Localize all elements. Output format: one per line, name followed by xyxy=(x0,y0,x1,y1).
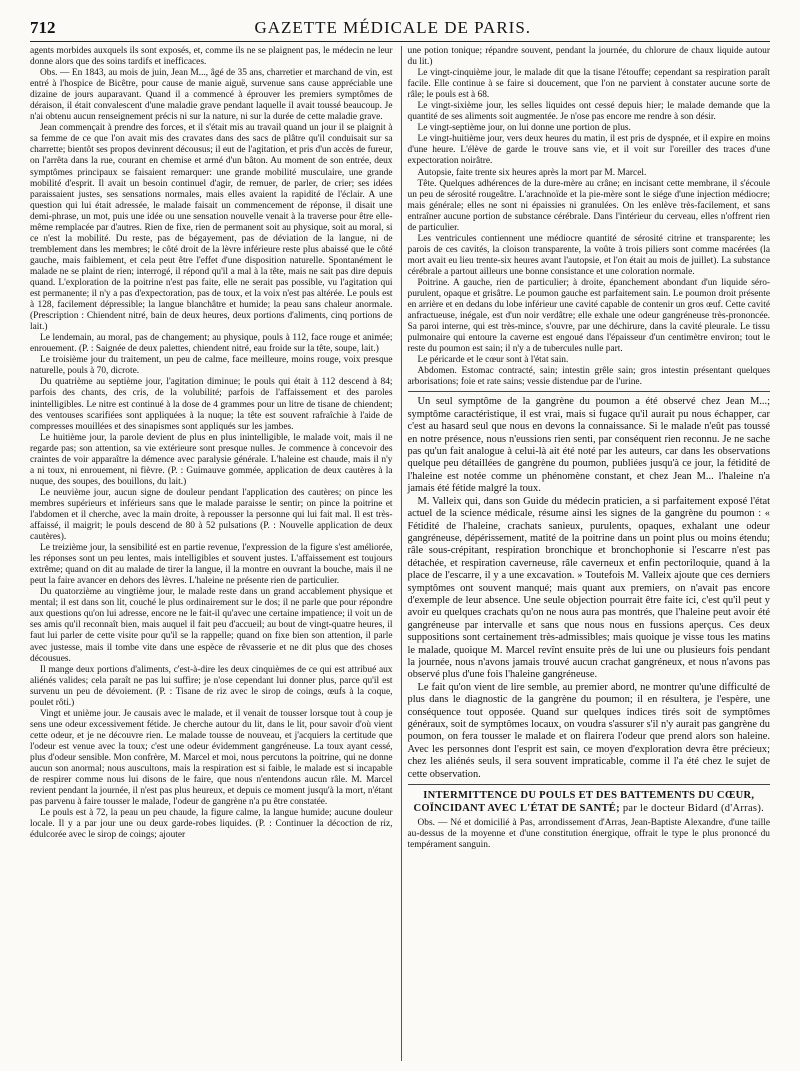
page-header xyxy=(30,18,770,42)
paragraph: Le pouls est à 72, la peau un peu chaude, la figure calme, la langue humide; aucune douleur locale. Il y a par jour une ou deux garde-robes liquides. (P. : Continuer la décoction de riz, édulcorée avec le sirop de coings; ajouter xyxy=(30,808,393,841)
paragraph: Poitrine. A gauche, rien de particulier; à droite, épanchement abondant d'un liquide séro-purulent, opaque et grisâtre. Le poumon gauche est parfaitement sain. Le poumon droit présente en arrière et en dedans du lobe inférieur une cavité capable de contenir un gros œuf. Cette cavité anfractueuse, inégale, est d'un noir verdâtre; elle exhale une odeur gangréneuse très-prononcée. Sa paroi interne, qui est très-mince, s'ouvre, par une déchirure, dans la cavité pleurale. Le tissu pulmonaire qui entoure la caverne est engoué dans l'épaisseur d'un centimètre environ; tout le reste du poumon est sain; il n'y a de tubercules nulle part. xyxy=(407,277,770,355)
paragraph: Du quatrième au septième jour, l'agitation diminue; le pouls qui était à 112 descend à 84; parfois des chants, des cris, de la volubilité; parfois de l'affaissement et des paroles inintelligibles. Le nitre est continué à la dose de 4 grammes pour un litre de tisane de chiendent; des ventouses scarifiées sont appliquées à la nuque; la tête est souvent rafraîchie à l'aide de compresses mouillées et des sinapismes sont appliqués sur les jambes. xyxy=(30,377,393,432)
paragraph: Le vingt-cinquième jour, le malade dit que la tisane l'étouffe; cependant sa respiration paraît facile. Elle continue à se faire si doucement, que l'on ne parvient à constater aucune sorte de râle; le pouls est à 68. xyxy=(407,68,770,101)
paragraph: Il mange deux portions d'aliments, c'est-à-dire les deux cinquièmes de ce qui est attribué aux aliénés valides; cela paraît ne pas lui suffire; je n'ose cependant lui donner plus, parce qu'il est survenu un peu de dévoiement. (P. : Tisane de riz avec le sirop de coings, œufs à la coque, poulet rôti.) xyxy=(30,664,393,708)
paragraph: Le troisième jour du traitement, un peu de calme, face meilleure, moins rouge, voix presque naturelle, pouls à 70, dicrote. xyxy=(30,355,393,377)
paragraph: Les ventricules contiennent une médiocre quantité de sérosité citrine et transparente; les parois de ces cavités, la cloison transparente, la voûte à trois piliers sont comme macérées (la mort avait eu lieu trente-six heures avant l'autopsie, et l'on était au mois de juillet). La substance cérébrale a partout ailleurs une bonne consistance et une coloration normale. xyxy=(407,233,770,277)
paragraph: Obs. — En 1843, au mois de juin, Jean M..., âgé de 35 ans, charretier et marchand de vin, est entré à l'hospice de Bicêtre, pour cause de manie aiguë, survenue sans cause appréciable une dizaine de jours auparavant. Quand il a commencé à éprouver les premiers symptômes de déraison, il était convalescent d'une maladie grave pendant laquelle il avait toussé beaucoup. Je n'ai obtenu aucun renseignement précis ni sur la nature, ni sur la durée de cette maladie grave. xyxy=(30,68,393,123)
columns xyxy=(30,46,770,1061)
autopsy-heading: Autopsie, faite trente six heures après la mort par M. Marcel. xyxy=(417,167,647,178)
paragraph: Du quatorzième au vingtième jour, le malade reste dans un grand accablement physique et mental; il est dans son lit, couché le plus ordinairement sur le dos; il ne parle que pour répondre aux questions qu'on lui adresse, encore ne le fait-il qu'avec une certaine impatience; il voit un de ses amis qu'il reconnaît bien, mais auquel il fait peu d'accueil; au bout de vingt-quatre heures, il faut lui parler de cette visite pour qu'il se la rappelle; quand on fixe bien son attention, il parle avec justesse, mais il tombe vite dans une espèce de rêvasserie et ne dit plus que des choses décousues. xyxy=(30,587,393,664)
paragraph: Le huitième jour, la parole devient de plus en plus inintelligible, le malade voit, mais il ne regarde pas; son attention, sa vie extérieure sont presque nulles. Je commence à concevoir des craintes de voir apparaître la démence avec paralysie générale. L'haleine est chaude, mais il n'y a ni toux, ni enrouement, ni fièvre. (P. : Guimauve gommée, application de deux cautères à la nuque, des soupes, des bouillons, du lait.) xyxy=(30,432,393,487)
section-title-text: INTERMITTENCE DU POULS ET DES BATTEMENTS DU CŒUR, COÏNCIDANT AVEC L'ÉTAT DE SANTÉ; xyxy=(413,790,755,815)
paragraph: Tête. Quelques adhérences de la dure-mère au crâne; en incisant cette membrane, il s'écoule un peu de sérosité rougeâtre. L'arachnoïde et la pie-mère sont le siége d'une injection médiocre; mais générale; elles ne sont ni épaissies ni granulées. On les enlève très-facilement, et sans entraîner aucune portion de substance cérébrale. Dans l'intérieur du cerveau, elles n'offrent rien de particulier. xyxy=(407,178,770,233)
divider xyxy=(408,784,771,785)
paragraph: Vingt et unième jour. Je causais avec le malade, et il venait de tousser lorsque tout à coup je sens une odeur excessivement fétide. Je cherche autour du lit, dans le lit, pour savoir d'où vient cette odeur, et je ne découvre rien. Le malade tousse de nouveau, et j'acquiers la certitude que l'odeur est venue avec la toux; c'est une odeur évidemment gangréneuse. La toux ayant cessé, plus d'odeur sensible. Mon confrère, M. Marcel et moi, nous percutons la poitrine, qui ne donne aucun son anormal; nous auscultons, mais la respiration est si faible, le malade est si incapable de respirer comme nous lui disons de le faire, que nous n'entendons aucun râle. M. Marcel revient pendant la journée, il n'est pas plus heureux, et depuis ce moment jusqu'à la mort, n'étant pas parvenu à faire tousser le malade, l'odeur de gangrène n'a pu être constatée. xyxy=(30,708,393,808)
page-number: 712 xyxy=(30,18,56,37)
paragraph: Le fait qu'on vient de lire semble, au premier abord, ne montrer qu'une difficulté de plus dans le diagnostic de la gangrène du poumon; il en résultera, je l'espère, une conséquence tout opposée. Quand sur quelques indices tirés soit de symptômes généraux, soit de symptômes locaux, on voudra s'assurer s'il n'y aurait pas gangrène du poumon, on fera tousser le malade et on flairera l'odeur que prend alors son haleine. Avec les personnes dont l'esprit est sain, ce moyen d'exploration devra être précieux; chez les aliénés seuls, il sera souvent impraticable, comme il l'a été chez le sujet de cette observation. xyxy=(407,681,770,780)
paragraph: Le péricarde et le cœur sont à l'état sain. xyxy=(417,355,569,366)
paragraph: M. Valleix qui, dans son Guide du médecin praticien, a si parfaitement exposé l'état actuel de la science médicale, résume ainsi les signes de la gangrène du poumon : « Fétidité de l'haleine, crachats sanieux, purulents, opaques, exhalant une odeur gangréneuse, dépérissement, matité de la poitrine dans un point plus ou moins étendu; râle sous-crépitant, respiration bronchique et bronchophonie si l'escarre n'est pas détachée, et respiration caverneuse, râle caverneux et enfin pectoriloquie, quand à la place de l'escarre, il y a une excavation. » Toutefois M. Valleix ajoute que ces derniers symptômes ont souvent manqué; mais quant aux premiers, on n'avait pas encore d'exemple de leur absence. Une seule objection pourrait être faite ici, c'est qu'il peut y avoir eu quelques crachats qu'on ne nous aura pas montrés, que l'haleine peut avoir été gangréneuse par intervalle et sans que nous nous en fussions aperçus. Ces deux suppositions sont certainement très-admissibles; mais quoique je visse tous les matins le malade, quoique M. Marcel revînt ensuite près de lui une ou plusieurs fois pendant la journée, nous n'avons jamais trouvé aucun crachat gangréneux, et nous n'avons pas observé plus d'une fois l'haleine gangréneuse. xyxy=(407,495,770,681)
left-column xyxy=(30,46,402,1061)
paragraph: Le vingt-septième jour, on lui donne une portion de plus. xyxy=(417,123,631,134)
section-author: par le docteur Bidard (d'Arras). xyxy=(622,803,765,815)
paragraph: Le neuvième jour, aucun signe de douleur pendant l'application des cautères; on pince les membres supérieurs et inférieurs sans que le malade paraisse le sentir; on pince la poitrine et l'abdomen et il cherche, avec la main droite, à repousser la personne qui lui fait mal. Il est très-affaissé, il maigrit; le pouls descend de 80 à 52 pulsations (P. : Nouvelle application de deux cautères). xyxy=(30,487,393,543)
section-title xyxy=(408,789,771,815)
right-column xyxy=(402,46,771,1061)
paragraph: Le treizième jour, la sensibilité est en partie revenue, l'expression de la figure s'est améliorée, les réponses sont un peu lentes, mais intelligibles et souvent justes. L'affaissement est toujours extrême; quand on dit au malade de tirer la langue, il la montre en ouvrant la bouche, mais il ne peut la faire avancer en dehors des lèvres. L'haleine ne présente rien de particulier. xyxy=(30,543,393,587)
paragraph: agents morbides auxquels ils sont exposés, et, comme ils ne se plaignent pas, le médecin ne leur donne alors que des soins tardifs et inefficaces. xyxy=(30,46,393,68)
paragraph: Le vingt-sixième jour, les selles liquides ont cessé depuis hier; le malade demande que la quantité de ses aliments soit augmentée. Je n'ose pas encore me rendre à son désir. xyxy=(407,101,770,123)
paragraph: Abdomen. Estomac contracté, sain; intestin grêle sain; gros intestin présentant quelques arborisations; foie et rate sains; vessie distendue par de l'urine. xyxy=(407,366,770,388)
paragraph: Le vingt-huitième jour, vers deux heures du matin, il est pris de dyspnée, et il expire en moins d'une heure. L'élève de garde le trouve sans vie, et il voit sur l'oreiller des traces d'une expectoration noirâtre. xyxy=(407,134,770,167)
paragraph: une potion tonique; répandre souvent, pendant la journée, du chlorure de chaux liquide autour du lit.) xyxy=(407,46,770,68)
paragraph: Un seul symptôme de la gangrène du poumon a été observé chez Jean M...; symptôme caractéristique, il est vrai, mais si fugace qu'il aurait pu nous échapper, car c'est au hasard seul que nous en devons la connaissance. Si le malade n'eût pas toussé en notre présence, nous n'eussions rien senti, par conséquent rien reconnu. Je ne sache pas qu'un fait analogue à celui-là ait été noté par les auteurs, car dans les observations quelque peu détaillées de gangrène du poumon, publiées jusqu'à ce jour, la fétidité de l'haleine est notée comme un phénomène constant, et chez Jean M... l'haleine n'a jamais été fétide malgré la toux. xyxy=(407,396,770,495)
paragraph: Le lendemain, au moral, pas de changement; au physique, pouls à 112, face rouge et animée; enrouement. (P. : Saignée de deux palettes, chiendent nitré, eau froide sur la tête, soupe, lait.) xyxy=(30,333,393,355)
journal-title: GAZETTE MÉDICALE DE PARIS. xyxy=(254,18,532,37)
paragraph: Obs. — Né et domicilié à Pas, arrondissement d'Arras, Jean-Baptiste Alexandre, d'une taille au-dessus de la moyenne et d'une constitution énergique, offrait le type le plus prononcé du tempérament sanguin. xyxy=(407,818,770,851)
paragraph: Jean commençait à prendre des forces, et il s'était mis au travail quand un jour il se plaignit à sa femme de ce que l'on avait mis des cravates dans des sacs de plâtre qu'il conduisait sur sa charrette; bientôt ses propos devinrent décousus; il eut de l'agitation, et pris d'un accès de fureur, on l'arrêta dans la rue, courant en chemise et armé d'un bâton. Au moment de son entrée, deux symptômes principaux se faisaient remarquer: une grande mobilité musculaire, une grande mobilité d'esprit. Il avait un besoin continuel d'agir, de remuer, de parler, de crier; ses idées paraissaient justes, ses sensations normales, mais elles avaient la rapidité de l'éclair. A une question qui lui était adressée, le malade faisait un commencement de réponse, il disait une demi-phrase, un mot, puis une idée ou une sensation nouvelle venait à la traverse pour être elle-même remplacée par d'autres. Rien de fixe, rien de permanent soit au physique, soit au moral, si ce n'est la mobilité. Du reste, pas de bégayement, pas de déviation de la langue, ni de tremblement dans les membres; le côté droit de la lèvre inférieure reste plus abaissé que le côté gauche, mais faiblement, et cela peut être l'effet d'une disposition naturelle. Spontanément le malade ne se plaint de rien; interrogé, il répond qu'il a mal à la tête, mais ne sait pas dire depuis quand. L'exploration de la poitrine n'est pas faite, elle ne serait pas possible, vu l'agitation qui est permanente; il n'y a pas d'expectoration, pas de toux, et la voix n'est pas altérée. Le pouls est à 128, facilement dépressible; la langue blanchâtre et humide; la peau sans chaleur anormale. (Prescription : Chiendent nitré, bain de deux heures, deux portions d'aliments, cinq portions de lait.) xyxy=(30,123,393,333)
divider xyxy=(408,391,771,392)
